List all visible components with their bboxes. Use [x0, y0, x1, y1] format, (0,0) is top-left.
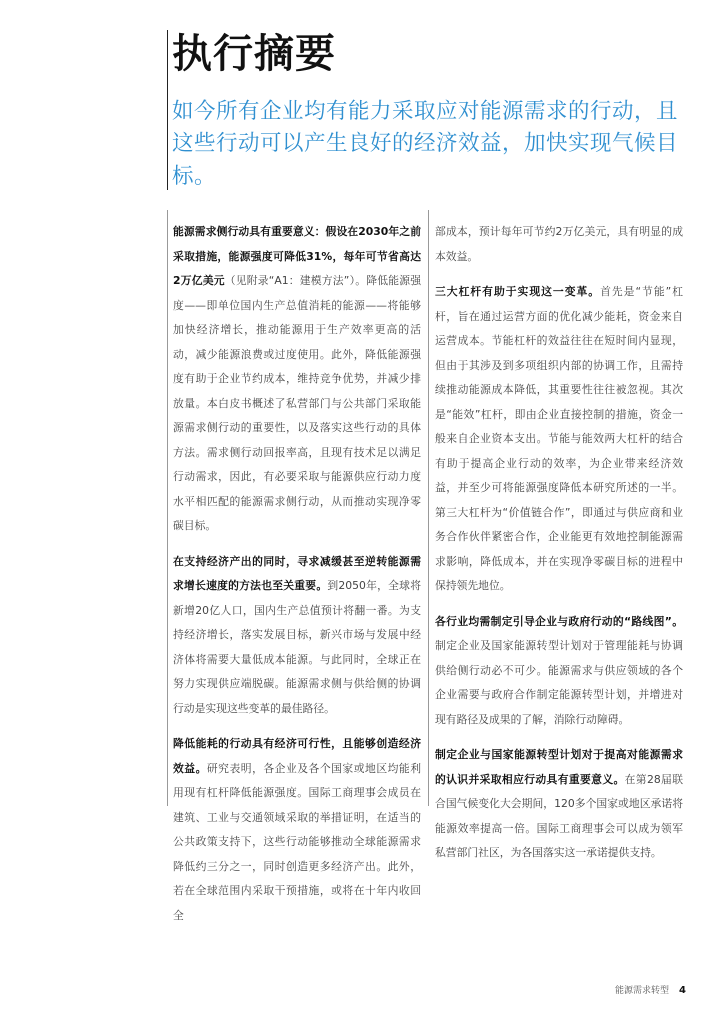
- footer-label: 能源需求转型: [615, 986, 670, 996]
- right-paragraph-3-body: 制定企业及国家能源转型计划对于管理能耗与协调供给侧行动必不可少。能源需求与供应领域的各个企业需要与政府合作制定能源转型计划，并增进对现有路径及成果的了解，消除行动障碍。: [435, 639, 683, 726]
- right-paragraph-2: [435, 280, 683, 599]
- header-rule: [167, 30, 168, 190]
- page-title: 执行摘要: [172, 31, 336, 77]
- right-paragraph-3: [435, 610, 683, 733]
- left-paragraph-2-lead: 在支持经济产出的同时，寻求减缓甚至逆转能源需求增长速度的方法也至关重要。: [173, 554, 421, 592]
- right-paragraph-1-body: 部成本，预计每年可节约2万亿美元，具有明显的成本效益。: [435, 225, 683, 263]
- right-paragraph-4: [435, 743, 683, 866]
- middle-column-rule: [428, 210, 429, 806]
- right-paragraph-1: [435, 220, 683, 269]
- left-paragraph-2-body: 到2050年，全球将新增20亿人口，国内生产总值预计将翻一番。为支持经济增长，落实发展目标，新兴市场与发展中经济体将需要大量低成本能源。与此同时，全球正在努力实现供应端脱碳。能源需求侧与供给侧的协调行动是实现这些变革的最佳路径。: [173, 579, 422, 715]
- left-paragraph-2: [173, 550, 421, 722]
- right-paragraph-3-lead: 各行业均需制定引导企业与政府行动的“路线图”。: [435, 614, 683, 628]
- right-column: [435, 220, 683, 866]
- page-number: 4: [679, 985, 686, 996]
- left-paragraph-1-body: （见附录“A1：建模方法”）。降低能源强度——即单位国内生产总值消耗的能源——将能够加快经济增长，推动能源用于生产效率更高的活动，减少能源浪费或过度使用。此外，降低能源强度有助于企业节约成本，维持竞争优势，并减少排放量。本白皮书概述了私营部门与公共部门采取能源需求侧行动的重要性，以及落实这些行动的具体方法。需求侧行动回报率高，且现有技术足以满足行动需求，因此，有必要采取与能源供应行动力度水平相匹配的能源需求侧行动，从而推动实现净零碳目标。: [173, 274, 422, 532]
- left-paragraph-3: [173, 732, 421, 928]
- right-paragraph-4-lead: 制定企业与国家能源转型计划对于提高对能源需求的认识并采取相应行动具有重要意义。: [435, 748, 683, 786]
- left-paragraph-1: [173, 220, 421, 539]
- left-paragraph-3-lead: 降低能耗的行动具有经济可行性，且能够创造经济效益。: [173, 737, 421, 775]
- right-paragraph-2-body: 首先是“节能”杠杆，旨在通过运营方面的优化减少能耗，资金来自运营成本。节能杠杆的效益往往在短时间内显现，但由于其涉及到多项组织内部的协调工作，且需持续推动能源成本降低，其重要性往往被忽视。其次是“能效”杠杆，即由企业直接控制的措施，资金一般来自企业资本支出。节能与能效两大杠杆的结合有助于提高企业行动的效率，为企业带来经济效益，并至少可将能源强度降低本研究所述的一半。第三大杠杆为“价值链合作”，即通过与供应商和业务合作伙伴紧密合作，企业能更有效地控制能源需求影响，降低成本，并在实现净零碳目标的进程中保持领先地位。: [435, 285, 684, 592]
- right-paragraph-2-lead: 三大杠杆有助于实现这一变革。: [435, 285, 601, 298]
- left-column: [173, 220, 421, 928]
- right-paragraph-4-body: 在第28届联合国气候变化大会期间，120多个国家或地区承诺将能源效率提高一倍。国际工商理事会可以成为领军私营部门社区，为各国落实这一承诺提供支持。: [435, 772, 683, 859]
- left-paragraph-3-body: 研究表明，各企业及各个国家或地区均能利用现有杠杆降低能源强度。国际工商理事会成员在建筑、工业与交通领域采取的举措证明，在适当的公共政策支持下，这些行动能够推动全球能源需求降低约三分之一，同时创造更多经济产出。此外，若在全球范围内采取干预措施，或将在十年内收回全: [173, 761, 422, 922]
- left-paragraph-1-lead: 能源需求侧行动具有重要意义：假设在2030年之前采取措施，能源强度可降低31%，每年可节省高达2万亿美元: [173, 225, 421, 287]
- left-column-rule: [167, 210, 168, 806]
- page-footer: [530, 983, 686, 996]
- page-subtitle: 如今所有企业均有能力采取应对能源需求的行动，且这些行动可以产生良好的经济效益，加快实现气候目标。: [172, 99, 679, 189]
